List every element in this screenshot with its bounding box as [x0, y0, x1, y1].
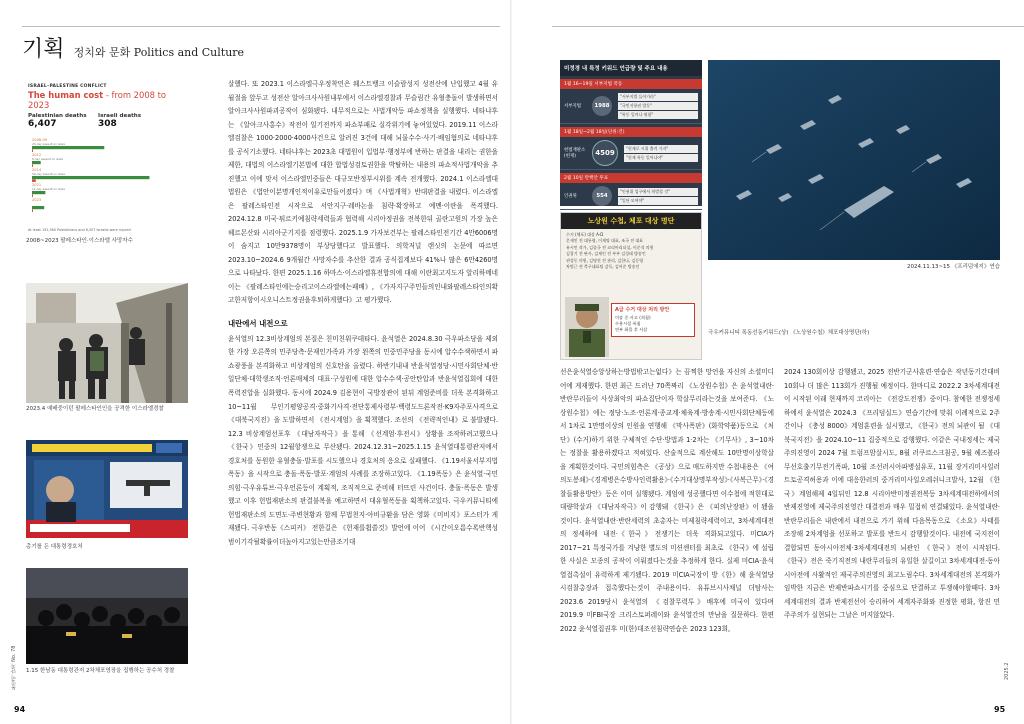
chart-category-note: 11-day assault on Gaza — [32, 187, 65, 191]
chart-title — [28, 90, 188, 110]
palestinian-value: 6,407 — [28, 119, 57, 129]
keyword-chip: "인권위 입구에서 처벌할 것" — [618, 188, 698, 196]
poster-line: 문재인 전 대통령, 이재명 대표, 조국 전 대표 — [566, 238, 644, 244]
guard-photo — [26, 440, 188, 538]
chart-category-label: 2021 — [32, 183, 42, 187]
poster-box-title: A급 수거 대상 처리 방안 — [615, 307, 670, 313]
poster-line: 유시민 작가, 김종국 전 코리아리더십, 이준석 의원 — [566, 244, 654, 250]
police-photo-image — [26, 283, 188, 403]
section-subtitle: 정치와 문화 Politics and Culture — [73, 46, 245, 59]
poster-list — [561, 229, 701, 273]
keyword-chip: "폭동 일어나 뭐함" — [618, 111, 698, 119]
info-band-3: 2월 10일 탄핵안 투표 — [560, 173, 702, 183]
left-paragraph-2: 윤석열의 12.3비상계엄의 본질은 친미친위쿠데타다. 윤석열은 2024.8.30 극우파소당을 제외한 가장 오른쪽의 민주당측·문재인가족과 가장 왼쪽의 민중민주당을 동시에 압수수색하면서 파쇼광풍을 본격화하고 비상계엄의 신호탄을 올렸다. 하반기내내 반윤석열정당·시민사회단체·반일단체·대학생조직·언론매체의 대표·구성원에 대한 압수수색·공안탄압과 반윤석열집회에 대한 폭력진압을 실화했다. 동시에 2024.9 김용현이 국방장관이 된뒤 계엄준비를 더욱 본격화하고 10~11월 무인기평양공격·중화기사격·전단통제사령부·백령도드론작전·K9자주포사격으로 《대북국지전》을 도발하면서 《전시계엄》을 획책했다. 조선의 《전략적인내》로 불발됐다. 12.3 비상계엄선포후 《대남자작극》을 통해 《선계엄·후전시》상황을 조작하려고했으나 《한국》민중의 12월항쟁으로 무산됐다. 2024.12.31~2025.1.15 윤석열대통령관저에서 경호처를 동원한 유혈충돌·발포를 시도했으나 경호처의 응요로 실패했다. 《1.19서울서부지법폭동》을 시작으로 충돌·폭동·발포·계엄의 사례를 조장하고있다. 《1.19폭동》은 윤석열·국민의힘·극우유튜브·극우언론등이 계획적, 조직적으로 준비해 터뜨린 사건이다. 충돌·폭동은 발생했고 이후 헌법재판소의 판결불복을 예고하면서 대유혈폭동을 획책하고있다. 극우커뮤니티에 헌법재판소의 도면도·주변현황과 함께 무법천지·아비규환을 담은 영화《미비지》포스터가 게재됐다. 극우반동《스피커》 전한길은 《헌재를휩쓸것》발언에 이어 《시간이오름수록반핵성범이기각될확률이더높아지고있는만큼조기대 — [228, 334, 498, 546]
poster-line: 수거 (체포) 대상 A-D — [566, 232, 604, 237]
info-band-2: 1월 18일~2월 18일(단위:건) — [560, 127, 702, 137]
top-rule — [22, 26, 500, 27]
info-row-court-key: 서부지법 — [564, 104, 581, 109]
poster-box-line: 수용시설 폭침 — [615, 320, 641, 326]
info-row-constitutional — [560, 137, 702, 170]
israeli-value: 308 — [98, 119, 117, 129]
right-paragraph-1: 선은윤석열승앙상하는방법밖고는없다》는 끔찍한 망언을 자신의 소셜미디어에 게재했다. 한편 최근 드러난 70쪽짜리 《노상원수첩》은 윤석열내란·반란무리들이 사상최악의 파쇼집단이자 학살무리라는것을 보여준다. 《노상원수첩》에는 정당·노조·언론계·종교계·체육계·방송계·시민사회단체등에서 1차로 1만명이상의 인원을 연행해 《막사폭판》(화학약품)등으로 《처단》(수거)하기 위한 구체적인 수단·방법과 1·2차는 《기무사》, 3~10차는 정찰을 활용하겠다고 적혀있다. 산술적으로 계산해도 10만명이상학살을 계획한것이다. 국민의힘측은 《공상》으로 매도하지만 수첩내용은 《여의도봉쇄》·《경계병은수방사인력활용》·《수거대상명부작성》·《사복근무》·《경찰들활용방안》등은 이미 실행됐다. 계엄에 성공했다면 이수첩에 적힌대로 대량학살과 《대남자작극》이 감행돼 《한국》은 《피의난장판》이 됐을것이다. 윤석열내란·반란세력의 초총자는 미제침략세력이고, 3차세계대전의 정세하에 내전·《한국》전쟁기는 더욱 격화되고있다. 미CIA가 2017~21 특정국가를 겨냥한 별도의 미션센터를 최초로 《한국》에 설립한 사실은 모종의 공작이 이뤄졌다는것을 추정하게 한다. 실제 미CIA·윤석열접촉설이 유력하게 제기됐다. 2019 미CIA국장이 방《한》해 윤석열당시검찰총장과 접촉했다는것이 주내용이다. 유튜브시사채널 더탐사는 2023.6 2019당시 윤석열의 《검찰무력투》배후에 미국이 있다며 2019.9 미FBI국장 크리스토퍼레이와 윤석열간의 만남을 질문하다. 한편 2022 윤석열집권후 미(한)대조선침략연습은 2023 123회, — [560, 368, 774, 633]
chart-category-label: 2008-09 — [32, 138, 48, 142]
poster-box-line: 연부 화물 후 사살 — [615, 327, 648, 333]
chart-category-note: 50-day assault on Gaza — [32, 172, 65, 176]
right-paragraph-2: 2024 130회이상 감행됐고, 2025 전반기군사훈련·연습은 작년동기간대비 10회나 더 많은 113회가 진행될 예정이다. 한마디로 2022.2 3차세계대전이 시작된 이래 현재까지 코리아는 《전강도전쟁》중이다. 참예한 전쟁정세하에서 윤석열은 2024.3 《프리덤실드》연습기간에 맞춰 이례적으로 2주간이나 《충성 8000》계엄훈련을 실시했고, 《한국》전의 뇌관이 될 《대북국지전》을 2024.10~11 집중적으로 감행했다. 이같은 국내정세는 제국주의진영이 2024 7월 트럼프암살시도, 8월 러쿠르스크침공, 9월 헤즈볼라무선호출기무전기폭파, 10월 조선러시아파병설유포, 11월 장거리미사일러트토공격허용과 이에 대응한러의 중거리미사일오레쉬니크발사, 12월 《한국》계엄해제 4일뒤인 12.8 시리아반미정권전복등 3차세계대전하에서의 반제진영에 제국주의진영간 대결전과 매우 밀접히 연결돼있다. 윤석열내란·반란무리들은 내란에서 내전으로 가기 위해 다음목동으로 《소요》사태를 조장해 2차계엄을 선포하고 발포를 반드시 감행할것이다. 내전에 국지전이 결합되면 동아시아전체·3차세계대전의 뇌관인 《한국》전이 시작된다. 《한국》전은 죽기직전의 내란무리들의 유일한 살길이고 3차세계대전·동아시아전에 사활적인 제국주의진영의 최고노림수다. 3차세계대전의 본격화가 임박한 지금은 반제반파쇼시기를 중심으로 단결하고 투쟁해야할때다. 3차세계대전의 결과 반제전선이 승리하여 세계자주화와 진정한 평화, 항진 민주주의가 실현되는 그날은 머지않았다. — [784, 368, 1000, 620]
fleet-photo-image — [708, 60, 1000, 260]
poster-box-line: 이송 중 사고 (격침) — [615, 314, 651, 320]
info-header: 미정경 내 특정 키워드 언급량 및 주요 내용 — [560, 60, 702, 76]
right-body-column-2 — [784, 366, 1000, 694]
chart-bar-israeli — [32, 210, 33, 212]
section-title: 기획 — [22, 37, 65, 62]
section-header — [22, 32, 244, 63]
palestinian-label: Palestinian deaths — [28, 113, 87, 119]
right-vertical-label: 2025.2 — [1004, 662, 1010, 680]
left-body-column — [228, 78, 498, 696]
info-row-constitutional-count: 4509 — [592, 140, 618, 166]
chart-footnote: At least 152,560 Palestinians and 6,307 Israelis were injured — [28, 228, 131, 232]
fleet-caption: 2024.11.13~15 《프리덤에지》연습 — [906, 264, 1000, 270]
left-vertical-label: 통일이 단지 No. 78 — [11, 645, 17, 690]
chart-bar-palestinian — [32, 176, 149, 179]
keyword-infographic — [560, 60, 702, 206]
right-page-number: 95 — [994, 705, 1006, 714]
left-page-number: 94 — [14, 705, 26, 714]
chart-category-label: 2014 — [32, 168, 42, 172]
conflict-chart — [28, 84, 188, 232]
police-caption: 2023.4 예배중이던 팔레스타인인을 공격한 이스라엘경찰 — [26, 406, 164, 412]
chart-category-note: 23-day assault on Gaza — [32, 142, 65, 146]
left-paragraph-1: 살했다. 또 2023.1 이스라엘극우정착민은 웨스트뱅크 이슬람성지 성전산에 난입했고 4월 유월절을 앞두고 성전산 알아크사사원내부에서 이스라엘경찰과 무슬림간 유혈충돌이 발생하면서 알아크사사원파괴공작이 심화됐다. 내무적으로는 사법개악등 파쇼정책을 실행했다. 네타냐후는 《알아크사홍수》작전이 일기전까지 파쇼부패로 실각위기에 놓여있었다. 2019.11 이스라엘검찰은 1000·2000·4000사건으로 알려진 3건에 대해 뇌물수수·사기·배임혐의로 네타냐후를 공식기소했다. 네타냐후는 2023초 대법원이 입법부·행정부에 반하는 판결을 내리는 권한을 제한, 대법의 이스라엘기본법에 대한 합법성검토권한을 박탈하는 내용의 파쇼적사법개악을 추진했고 이에 맞서 이스라엘민중들은 대규모반정부시위를 계속 전개했다. 2024.1 이스라엘대법원은 《법안이분명개인적이유로만들어졌다》며 《사법개혁》반대판결을 내렸다. 이스라엘은 팔레스타인전 시작으로 서안지구·레바논을 침략·확장하고 예멘·이란을 폭격했다. 2024.12.8 미국·튀르키예침략세력들과 협력해 시리아정권을 전복한뒤 골란고원의 가장 높은 헤르몬산와 시리아군기지를 점령했다. 2025.1.9 가자보건부는 팔레스타인전기간 4만6006명이 숨지고 10만9378명이 부상당했다고 발표했다. 의학저널 랜싯의 논문에 따르면 2023.10~2024.6 9개월간 사망자수를 추산한 결과 공식집계보다 41%나 많은 6만4260명으로 나타났다. 한편 2025.1.16 하마스·이스라엘휴전합의에 대해 이란최고지도자 알리하메네이는 《팔레스타인에는승리고이스라엘에는패배》, 《가자지구주민들의인내와팔레스타인의확고한저항이시오니스트정권을후퇴하게했다》고 평가했다. — [228, 80, 498, 305]
info-poster-caption — [708, 330, 898, 337]
chart-plot — [28, 134, 188, 224]
top-rule-right — [552, 26, 1024, 27]
chart-title-b: - from 2008 to 2023 — [28, 90, 167, 110]
guard-caption: 총기를 든 대통령경호처 — [26, 544, 83, 550]
chart-category-label: 2012 — [32, 153, 42, 157]
keyword-chip: "서부지법 들어가라" — [618, 93, 698, 101]
poster-action-box — [611, 303, 695, 337]
chart-bar-palestinian — [32, 191, 45, 194]
guard-photo-image — [26, 440, 188, 538]
israeli-total — [98, 113, 168, 129]
palestinian-total — [28, 113, 98, 129]
soldier-portrait — [565, 297, 609, 357]
chart-category-label: 2023 — [32, 198, 42, 202]
info-row-hr-keywords — [618, 187, 698, 206]
arrest-photo-image — [26, 568, 188, 664]
chart-kicker: ISRAEL–PALESTINE CONFLICT — [28, 84, 107, 89]
chart-bar-israeli — [32, 150, 33, 152]
chart-bar-palestinian — [32, 206, 44, 209]
chart-bar-palestinian — [32, 146, 104, 149]
chart-category-note: 8-day assault on Gaza — [32, 157, 64, 161]
notebook-poster — [560, 212, 702, 360]
poster-line: 차범근 전 축구대표팀 감독, 김어준 방송인 — [566, 263, 640, 269]
israeli-label: Israeli deaths — [98, 113, 142, 119]
left-subheading: 내란에서 내전으로 — [228, 318, 288, 328]
keyword-chip: "헌재로 시위 출격 가자" — [624, 145, 698, 153]
info-row-hr-key: 인권위 — [564, 194, 577, 199]
chart-title-a: The human cost — [28, 90, 104, 100]
arrest-photo — [26, 568, 188, 664]
chart-bar-israeli — [32, 195, 33, 197]
info-row-constitutional-keywords — [624, 144, 698, 163]
keyword-chip: "헌재 폭동 일어나야" — [624, 154, 698, 162]
chart-bar-palestinian — [32, 161, 41, 164]
police-photo — [26, 283, 188, 403]
keyword-chip: "일단 모여야" — [618, 197, 698, 205]
deaths-summary — [28, 113, 188, 129]
info-row-court — [560, 89, 702, 124]
right-body-column-1 — [560, 366, 774, 694]
info-row-court-keywords — [618, 92, 698, 120]
poster-title: 노상원 수첩, 체포 대상 명단 — [561, 213, 701, 229]
poster-line: 권성동 의원, 김명진 전 관리, 김한나, 김동영 — [566, 257, 644, 263]
info-caption: 극우커뮤니티 폭동선동키워드(상) — [708, 330, 789, 336]
info-row-hr — [560, 183, 702, 210]
arrest-caption: 1.15 한남동 대통령관저 2차체포영장을 집행하는 공수처 경찰 — [26, 668, 175, 674]
info-row-court-count: 1988 — [592, 96, 612, 116]
info-band-1: 1월 16~19일 서부지법 폭동 — [560, 79, 702, 89]
chart-caption: 2008~2023 팔레스타인·이스라엘 사망자수 — [26, 238, 133, 244]
keyword-chip: "국민저항권 발동" — [618, 102, 698, 110]
fleet-photo — [708, 60, 1000, 260]
chart-bar-israeli — [32, 165, 33, 167]
info-row-hr-count: 554 — [592, 186, 612, 206]
poster-line: 김창기 전 판사, 김제인 전 부부 김성태 방송인 — [566, 251, 646, 257]
info-row-constitutional-key: 헌법재판소 (헌재) — [564, 148, 586, 159]
poster-caption: 《노상원수첩》체포대상명단(하) — [790, 330, 870, 336]
chart-bar-israeli — [32, 180, 36, 182]
